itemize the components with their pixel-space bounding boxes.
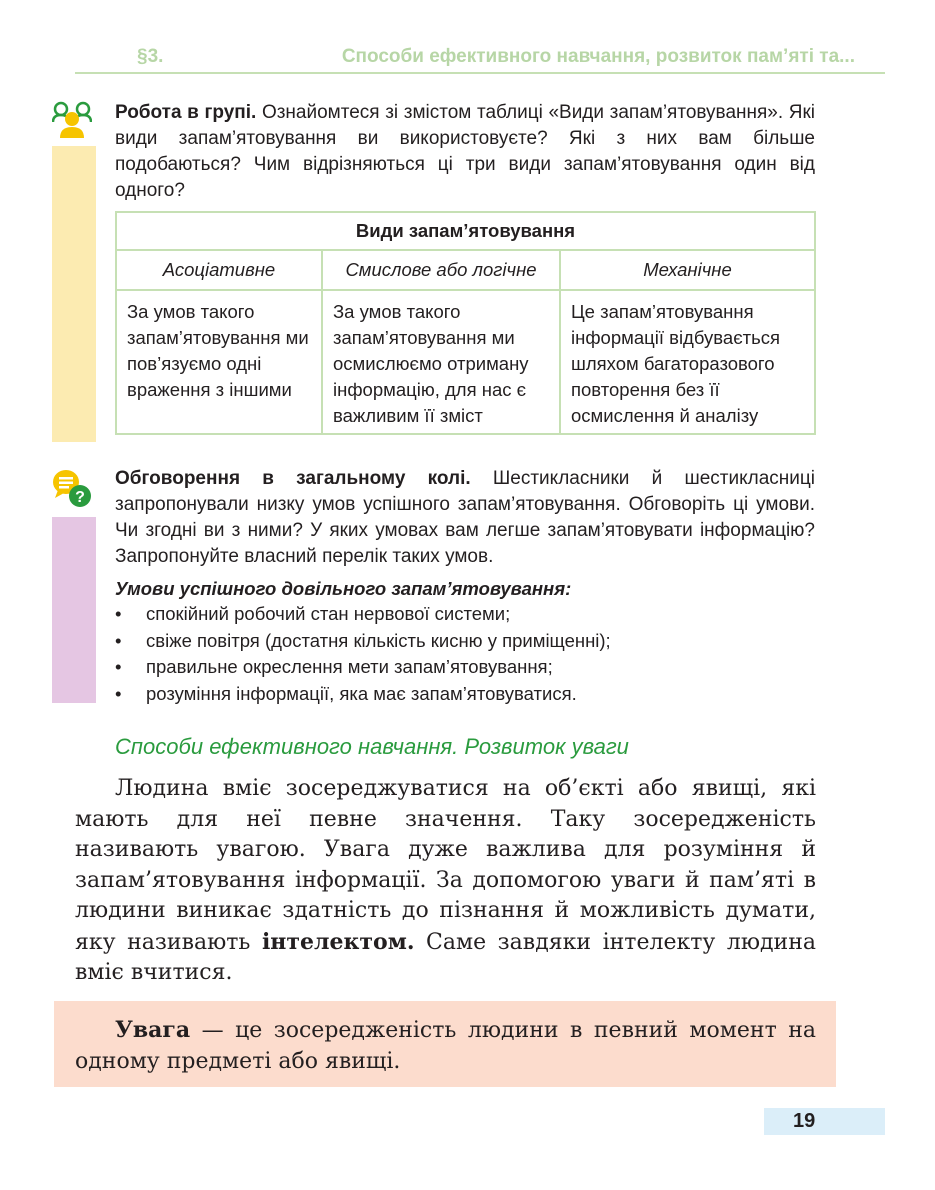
condition-item: • спокійний робочий стан нервової системи; bbox=[115, 601, 815, 628]
conditions-list bbox=[115, 601, 815, 707]
condition-item: • розуміння інформації, яка має запам’ятовуватися. bbox=[115, 681, 815, 708]
page-number-box bbox=[764, 1108, 885, 1135]
page-number: 19 bbox=[793, 1110, 816, 1132]
svg-text:?: ? bbox=[75, 489, 85, 506]
group-task-bar bbox=[52, 146, 96, 442]
main-text-term: інтелектом. bbox=[261, 928, 415, 955]
table-caption: Види запам’ятовування bbox=[116, 212, 815, 250]
section-subheading: Способи ефективного навчання. Розвиток уваги bbox=[115, 734, 629, 759]
main-paragraph bbox=[75, 774, 816, 989]
discussion-lead: Обговорення в загальному колі. bbox=[115, 468, 471, 489]
condition-item: • свіже повітря (достатня кількість кисню у приміщенні); bbox=[115, 628, 815, 655]
header-title: Способи ефективного навчання, розвиток пам’яті та... bbox=[341, 46, 855, 67]
discussion-paragraph bbox=[115, 466, 815, 570]
group-work-icon bbox=[52, 100, 92, 138]
group-task-text: Ознайомтеся зі змістом таблиці «Види запам’ятовування». Які види запам’ятовування ви використовуєте? Які з них вам більше подобаються? Чим відрізняються ці три види запам’ятовування один від одного? bbox=[115, 102, 815, 201]
discussion-text: Шестикласники й шестикласниці запропонували низку умов успішного запам’ятовування. Обговоріть ці умови. Чи згодні ви з ними? У яких умовах вам легше запам’ятовувати інформацію? Запропонуйте власний перелік таких умов. bbox=[115, 468, 815, 567]
main-text-part1: Людина вміє зосереджуватися на об’єкті або явищі, які мають для неї певне значення. Таку зосередженість називають увагою. Увага дуже важлива для розуміння й запам’ятовування інформації. За допомогою уваги й пам’яті в людини виникає здатність до пізнання й можливість думати, яку називають bbox=[75, 776, 816, 955]
definition-text: — це зосередженість людини в певний момент на одному предметі або явищі. bbox=[75, 1018, 816, 1074]
conditions-title: Умови успішного довільного запам’ятовування: bbox=[115, 578, 572, 599]
table-header-associative: Асоціативне bbox=[116, 250, 322, 290]
definition-paragraph bbox=[75, 1015, 816, 1077]
group-task-paragraph bbox=[115, 100, 815, 204]
memorization-types-table bbox=[115, 211, 816, 435]
main-text-part2: Саме завдяки інтелекту людина вміє вчитися. bbox=[75, 929, 816, 985]
definition-box bbox=[54, 1001, 836, 1087]
discussion-icon bbox=[52, 468, 92, 508]
table-cell-associative: За умов такого запам’ятовування ми пов’язуємо одні враження з іншими bbox=[116, 290, 322, 434]
discussion-bar bbox=[52, 517, 96, 703]
group-task-lead: Робота в групі. bbox=[115, 102, 257, 123]
condition-item: • правильне окреслення мети запам’ятовування; bbox=[115, 654, 815, 681]
section-number: §3. bbox=[137, 46, 164, 67]
running-header bbox=[75, 44, 885, 74]
table-header-mechanical: Механічне bbox=[560, 250, 815, 290]
table-cell-mechanical: Це запам’ятовування інформації відбувається шляхом багаторазового повторення без її осмислення й аналізу bbox=[560, 290, 815, 434]
table-cell-logical: За умов такого запам’ятовування ми осмислюємо отриману інформацію, для нас є важливим її зміст bbox=[322, 290, 560, 434]
table-header-logical: Смислове або логічне bbox=[322, 250, 560, 290]
definition-term: Увага bbox=[115, 1017, 191, 1043]
